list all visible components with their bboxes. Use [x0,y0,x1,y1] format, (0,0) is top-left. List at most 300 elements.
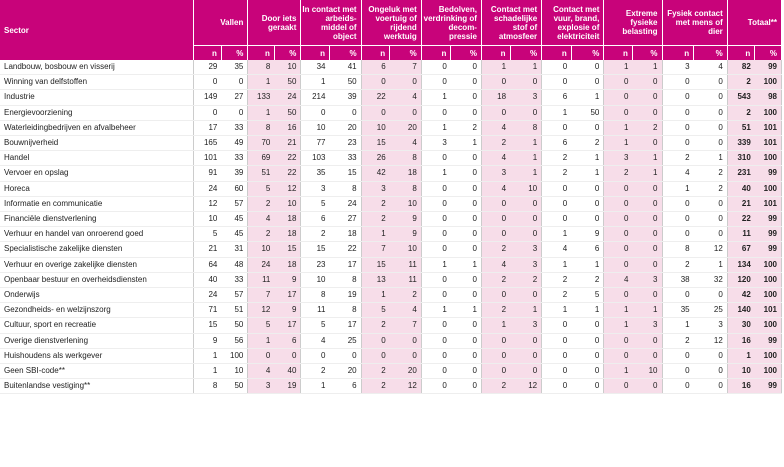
percent-cell: 33 [221,151,248,166]
count-cell: 3 [421,136,451,151]
percent-cell: 101 [755,120,782,135]
count-cell: 0 [421,196,451,211]
percent-cell: 0 [632,181,662,196]
percent-cell: 1 [632,151,662,166]
percent-cell: 12 [510,379,542,394]
count-cell: 1 [194,364,222,379]
count-cell: 15 [301,242,330,257]
count-cell: 0 [542,348,572,363]
percent-cell: 2 [451,120,482,135]
table-row [0,196,782,211]
count-cell: 231 [727,166,755,181]
count-cell: 2 [542,166,572,181]
count-cell: 5 [301,318,330,333]
count-cell: 4 [481,257,510,272]
percent-cell: 0 [694,212,728,227]
percent-cell: 0 [632,242,662,257]
subheader-n: n [361,46,390,61]
percent-cell: 9 [390,227,422,242]
percent-cell: 0 [510,333,542,348]
percent-cell: 25 [694,303,728,318]
percent-cell: 1 [510,166,542,181]
count-cell: 0 [301,348,330,363]
count-cell: 3 [481,166,510,181]
percent-cell: 0 [329,105,361,120]
count-cell: 4 [248,212,275,227]
count-cell: 2 [662,257,694,272]
count-cell: 0 [194,105,222,120]
percent-cell: 3 [510,318,542,333]
count-cell: 5 [194,227,222,242]
percent-cell: 35 [221,60,248,75]
percent-cell: 60 [221,181,248,196]
count-cell: 1 [248,333,275,348]
count-cell: 0 [542,364,572,379]
percent-cell: 22 [274,151,301,166]
count-cell: 0 [604,257,633,272]
percent-cell: 0 [510,348,542,363]
count-cell: 42 [727,288,755,303]
percent-cell: 33 [221,120,248,135]
percent-cell: 100 [755,257,782,272]
sector-cell: Waterleidingbedrijven en afvalbeheer [0,120,194,135]
percent-cell: 0 [451,196,482,211]
count-cell: 35 [301,166,330,181]
percent-cell: 51 [221,303,248,318]
count-cell: 34 [301,60,330,75]
count-cell: 0 [481,212,510,227]
percent-cell: 1 [694,257,728,272]
percent-cell: 0 [221,105,248,120]
percent-cell: 0 [632,348,662,363]
count-cell: 120 [727,272,755,287]
count-cell: 2 [481,136,510,151]
count-cell: 0 [604,379,633,394]
count-cell: 1 [662,318,694,333]
count-cell: 133 [248,90,275,105]
count-cell: 2 [727,75,755,90]
percent-cell: 6 [329,379,361,394]
percent-cell: 0 [632,379,662,394]
percent-cell: 0 [451,288,482,303]
count-cell: 30 [727,318,755,333]
count-cell: 2 [662,333,694,348]
percent-cell: 32 [694,272,728,287]
percent-cell: 100 [755,272,782,287]
percent-cell: 0 [571,75,604,90]
count-cell: 1 [604,303,633,318]
percent-cell: 0 [571,348,604,363]
percent-cell: 0 [390,105,422,120]
subheader-pct: % [571,46,604,61]
count-cell: 1 [248,105,275,120]
count-cell: 1 [604,120,633,135]
count-cell: 5 [248,318,275,333]
percent-cell: 19 [274,379,301,394]
count-cell: 0 [481,196,510,211]
count-cell: 3 [248,379,275,394]
percent-cell: 3 [510,90,542,105]
count-cell: 101 [194,151,222,166]
count-cell: 6 [542,90,572,105]
count-cell: 82 [727,60,755,75]
percent-cell: 1 [510,151,542,166]
sector-cell: Landbouw, bosbouw en visserij [0,60,194,75]
count-cell: 17 [194,120,222,135]
count-cell: 70 [248,136,275,151]
percent-cell: 0 [390,348,422,363]
percent-cell: 0 [571,364,604,379]
count-cell: 0 [604,105,633,120]
percent-cell: 100 [755,151,782,166]
count-cell: 40 [194,272,222,287]
count-cell: 0 [421,348,451,363]
subheader-pct: % [390,46,422,61]
percent-cell: 33 [329,151,361,166]
subheader-pct: % [755,46,782,61]
percent-cell: 50 [329,75,361,90]
sector-cell: Geen SBI-code** [0,364,194,379]
percent-cell: 0 [451,227,482,242]
percent-cell: 0 [571,333,604,348]
percent-cell: 24 [329,196,361,211]
count-cell: 1 [727,348,755,363]
count-cell: 2 [542,272,572,287]
table-row [0,181,782,196]
percent-cell: 20 [390,120,422,135]
percent-cell: 48 [221,257,248,272]
percent-cell: 2 [694,181,728,196]
percent-cell: 33 [221,272,248,287]
table-row [0,364,782,379]
table-row [0,227,782,242]
percent-cell: 10 [274,60,301,75]
percent-cell: 12 [274,181,301,196]
count-cell: 103 [301,151,330,166]
count-cell: 12 [248,303,275,318]
percent-cell: 22 [274,166,301,181]
percent-cell: 31 [221,242,248,257]
percent-cell: 6 [571,242,604,257]
table-row [0,75,782,90]
percent-cell: 27 [221,90,248,105]
count-cell: 8 [248,120,275,135]
count-cell: 2 [361,379,390,394]
count-cell: 26 [361,151,390,166]
sector-cell: Buitenlandse vestiging** [0,379,194,394]
sector-cell: Vervoer en opslag [0,166,194,181]
percent-cell: 0 [510,75,542,90]
count-cell: 2 [248,196,275,211]
count-cell: 4 [301,333,330,348]
percent-cell: 49 [221,136,248,151]
count-cell: 91 [194,166,222,181]
count-cell: 0 [421,272,451,287]
percent-cell: 2 [694,166,728,181]
percent-cell: 8 [329,181,361,196]
percent-cell: 1 [510,60,542,75]
count-cell: 4 [481,120,510,135]
percent-cell: 10 [510,181,542,196]
percent-cell: 2 [632,120,662,135]
percent-cell: 56 [221,333,248,348]
percent-cell: 99 [755,60,782,75]
count-cell: 0 [361,348,390,363]
count-cell: 4 [481,151,510,166]
subheader-pct: % [451,46,482,61]
count-cell: 2 [361,318,390,333]
count-cell: 9 [194,333,222,348]
count-cell: 2 [481,379,510,394]
count-cell: 0 [481,227,510,242]
count-cell: 0 [421,333,451,348]
count-cell: 0 [421,227,451,242]
percent-cell: 0 [451,105,482,120]
percent-cell: 11 [390,272,422,287]
subheader-pct: % [274,46,301,61]
count-cell: 1 [301,75,330,90]
col-header-mens-dier: Fysiek contact met mens of dier [662,0,727,46]
count-cell: 0 [662,120,694,135]
percent-cell: 23 [329,136,361,151]
subheader-n: n [481,46,510,61]
subheader-n: n [421,46,451,61]
percent-cell: 0 [451,242,482,257]
count-cell: 1 [421,166,451,181]
percent-cell: 8 [390,181,422,196]
table-row [0,151,782,166]
sector-cell: Openbaar bestuur en overheidsdiensten [0,272,194,287]
percent-cell: 0 [632,333,662,348]
percent-cell: 1 [451,303,482,318]
count-cell: 2 [604,166,633,181]
count-cell: 2 [361,196,390,211]
count-cell: 0 [421,105,451,120]
count-cell: 0 [604,196,633,211]
table-row [0,136,782,151]
percent-cell: 0 [694,120,728,135]
count-cell: 1 [604,60,633,75]
percent-cell: 8 [329,303,361,318]
count-cell: 0 [481,333,510,348]
count-cell: 11 [301,303,330,318]
count-cell: 2 [301,227,330,242]
count-cell: 1 [604,364,633,379]
count-cell: 1 [481,60,510,75]
count-cell: 24 [248,257,275,272]
percent-cell: 101 [755,136,782,151]
percent-cell: 18 [274,257,301,272]
percent-cell: 1 [510,136,542,151]
count-cell: 3 [301,181,330,196]
count-cell: 8 [301,288,330,303]
count-cell: 1 [421,303,451,318]
count-cell: 0 [421,151,451,166]
percent-cell: 0 [571,379,604,394]
percent-cell: 40 [274,364,301,379]
col-header-geraakt: Door iets geraakt [248,0,301,46]
percent-cell: 0 [510,227,542,242]
count-cell: 67 [727,242,755,257]
percent-cell: 0 [632,227,662,242]
count-cell: 134 [727,257,755,272]
count-cell: 2 [727,105,755,120]
percent-cell: 21 [274,136,301,151]
percent-cell: 12 [694,333,728,348]
count-cell: 0 [542,318,572,333]
percent-cell: 10 [632,364,662,379]
count-cell: 4 [662,166,694,181]
count-cell: 7 [361,242,390,257]
table-row [0,379,782,394]
count-cell: 7 [248,288,275,303]
percent-cell: 0 [571,120,604,135]
count-cell: 0 [542,212,572,227]
percent-cell: 7 [390,318,422,333]
percent-cell: 99 [755,227,782,242]
subheader-pct: % [510,46,542,61]
count-cell: 64 [194,257,222,272]
percent-cell: 0 [510,212,542,227]
count-cell: 0 [604,288,633,303]
percent-cell: 50 [221,379,248,394]
col-header-totaal: Totaal** [727,0,781,46]
count-cell: 0 [421,60,451,75]
count-cell: 1 [421,90,451,105]
percent-cell: 99 [755,166,782,181]
percent-cell: 45 [221,212,248,227]
percent-cell: 18 [274,227,301,242]
table-row [0,105,782,120]
count-cell: 0 [481,105,510,120]
sector-cell: Horeca [0,181,194,196]
table-row [0,318,782,333]
count-cell: 12 [194,196,222,211]
count-cell: 1 [542,105,572,120]
percent-cell: 99 [755,242,782,257]
percent-cell: 25 [329,333,361,348]
count-cell: 2 [361,364,390,379]
percent-cell: 3 [632,318,662,333]
percent-cell: 0 [632,136,662,151]
count-cell: 0 [542,196,572,211]
percent-cell: 18 [329,227,361,242]
count-cell: 165 [194,136,222,151]
percent-cell: 0 [451,333,482,348]
percent-cell: 6 [274,333,301,348]
percent-cell: 1 [571,166,604,181]
count-cell: 1 [248,75,275,90]
percent-cell: 0 [510,364,542,379]
count-cell: 10 [301,272,330,287]
percent-cell: 99 [755,333,782,348]
count-cell: 40 [727,181,755,196]
percent-cell: 7 [390,60,422,75]
count-cell: 0 [421,75,451,90]
percent-cell: 101 [755,196,782,211]
count-cell: 3 [361,181,390,196]
percent-cell: 57 [221,196,248,211]
count-cell: 24 [194,181,222,196]
percent-cell: 0 [571,60,604,75]
table-row [0,257,782,272]
percent-cell: 39 [329,90,361,105]
percent-cell: 0 [390,75,422,90]
percent-cell: 0 [571,181,604,196]
percent-cell: 98 [755,90,782,105]
count-cell: 140 [727,303,755,318]
count-cell: 0 [421,318,451,333]
percent-cell: 0 [510,105,542,120]
count-cell: 2 [542,151,572,166]
subheader-n: n [301,46,330,61]
percent-cell: 0 [390,333,422,348]
col-header-bedolven: Bedolven, verdrinking of decom-pressie [421,0,481,46]
percent-cell: 99 [755,212,782,227]
count-cell: 0 [604,181,633,196]
percent-cell: 4 [390,303,422,318]
count-cell: 0 [361,75,390,90]
percent-cell: 100 [755,181,782,196]
sector-cell: Gezondheids- en welzijnszorg [0,303,194,318]
percent-cell: 100 [755,318,782,333]
percent-cell: 2 [390,288,422,303]
sector-cell: Handel [0,151,194,166]
sector-header: Sector [0,0,194,60]
sector-cell: Huishoudens als werkgever [0,348,194,363]
percent-cell: 0 [632,288,662,303]
col-header-voertuig: Ongeluk met voertuig of rijdend werktuig [361,0,421,46]
count-cell: 22 [727,212,755,227]
count-cell: 0 [662,90,694,105]
percent-cell: 9 [571,227,604,242]
percent-cell: 0 [694,288,728,303]
sector-cell: Verhuur en handel van onroerend goed [0,227,194,242]
count-cell: 15 [361,136,390,151]
percent-cell: 100 [755,75,782,90]
count-cell: 10 [194,212,222,227]
percent-cell: 5 [571,288,604,303]
percent-cell: 100 [755,105,782,120]
percent-cell: 3 [694,318,728,333]
percent-cell: 1 [510,303,542,318]
percent-cell: 39 [221,166,248,181]
percent-cell: 16 [274,120,301,135]
count-cell: 0 [604,348,633,363]
percent-cell: 12 [390,379,422,394]
count-cell: 0 [481,348,510,363]
percent-cell: 8 [510,120,542,135]
count-cell: 10 [301,120,330,135]
percent-cell: 57 [221,288,248,303]
count-cell: 0 [421,379,451,394]
count-cell: 11 [727,227,755,242]
percent-cell: 17 [274,318,301,333]
percent-cell: 1 [451,257,482,272]
count-cell: 0 [421,242,451,257]
count-cell: 16 [727,333,755,348]
header-row [0,0,782,46]
percent-cell: 0 [451,166,482,181]
percent-cell: 20 [329,120,361,135]
percent-cell: 2 [571,136,604,151]
count-cell: 21 [194,242,222,257]
percent-cell: 0 [571,318,604,333]
count-cell: 5 [361,303,390,318]
percent-cell: 20 [329,364,361,379]
count-cell: 0 [421,181,451,196]
count-cell: 18 [481,90,510,105]
